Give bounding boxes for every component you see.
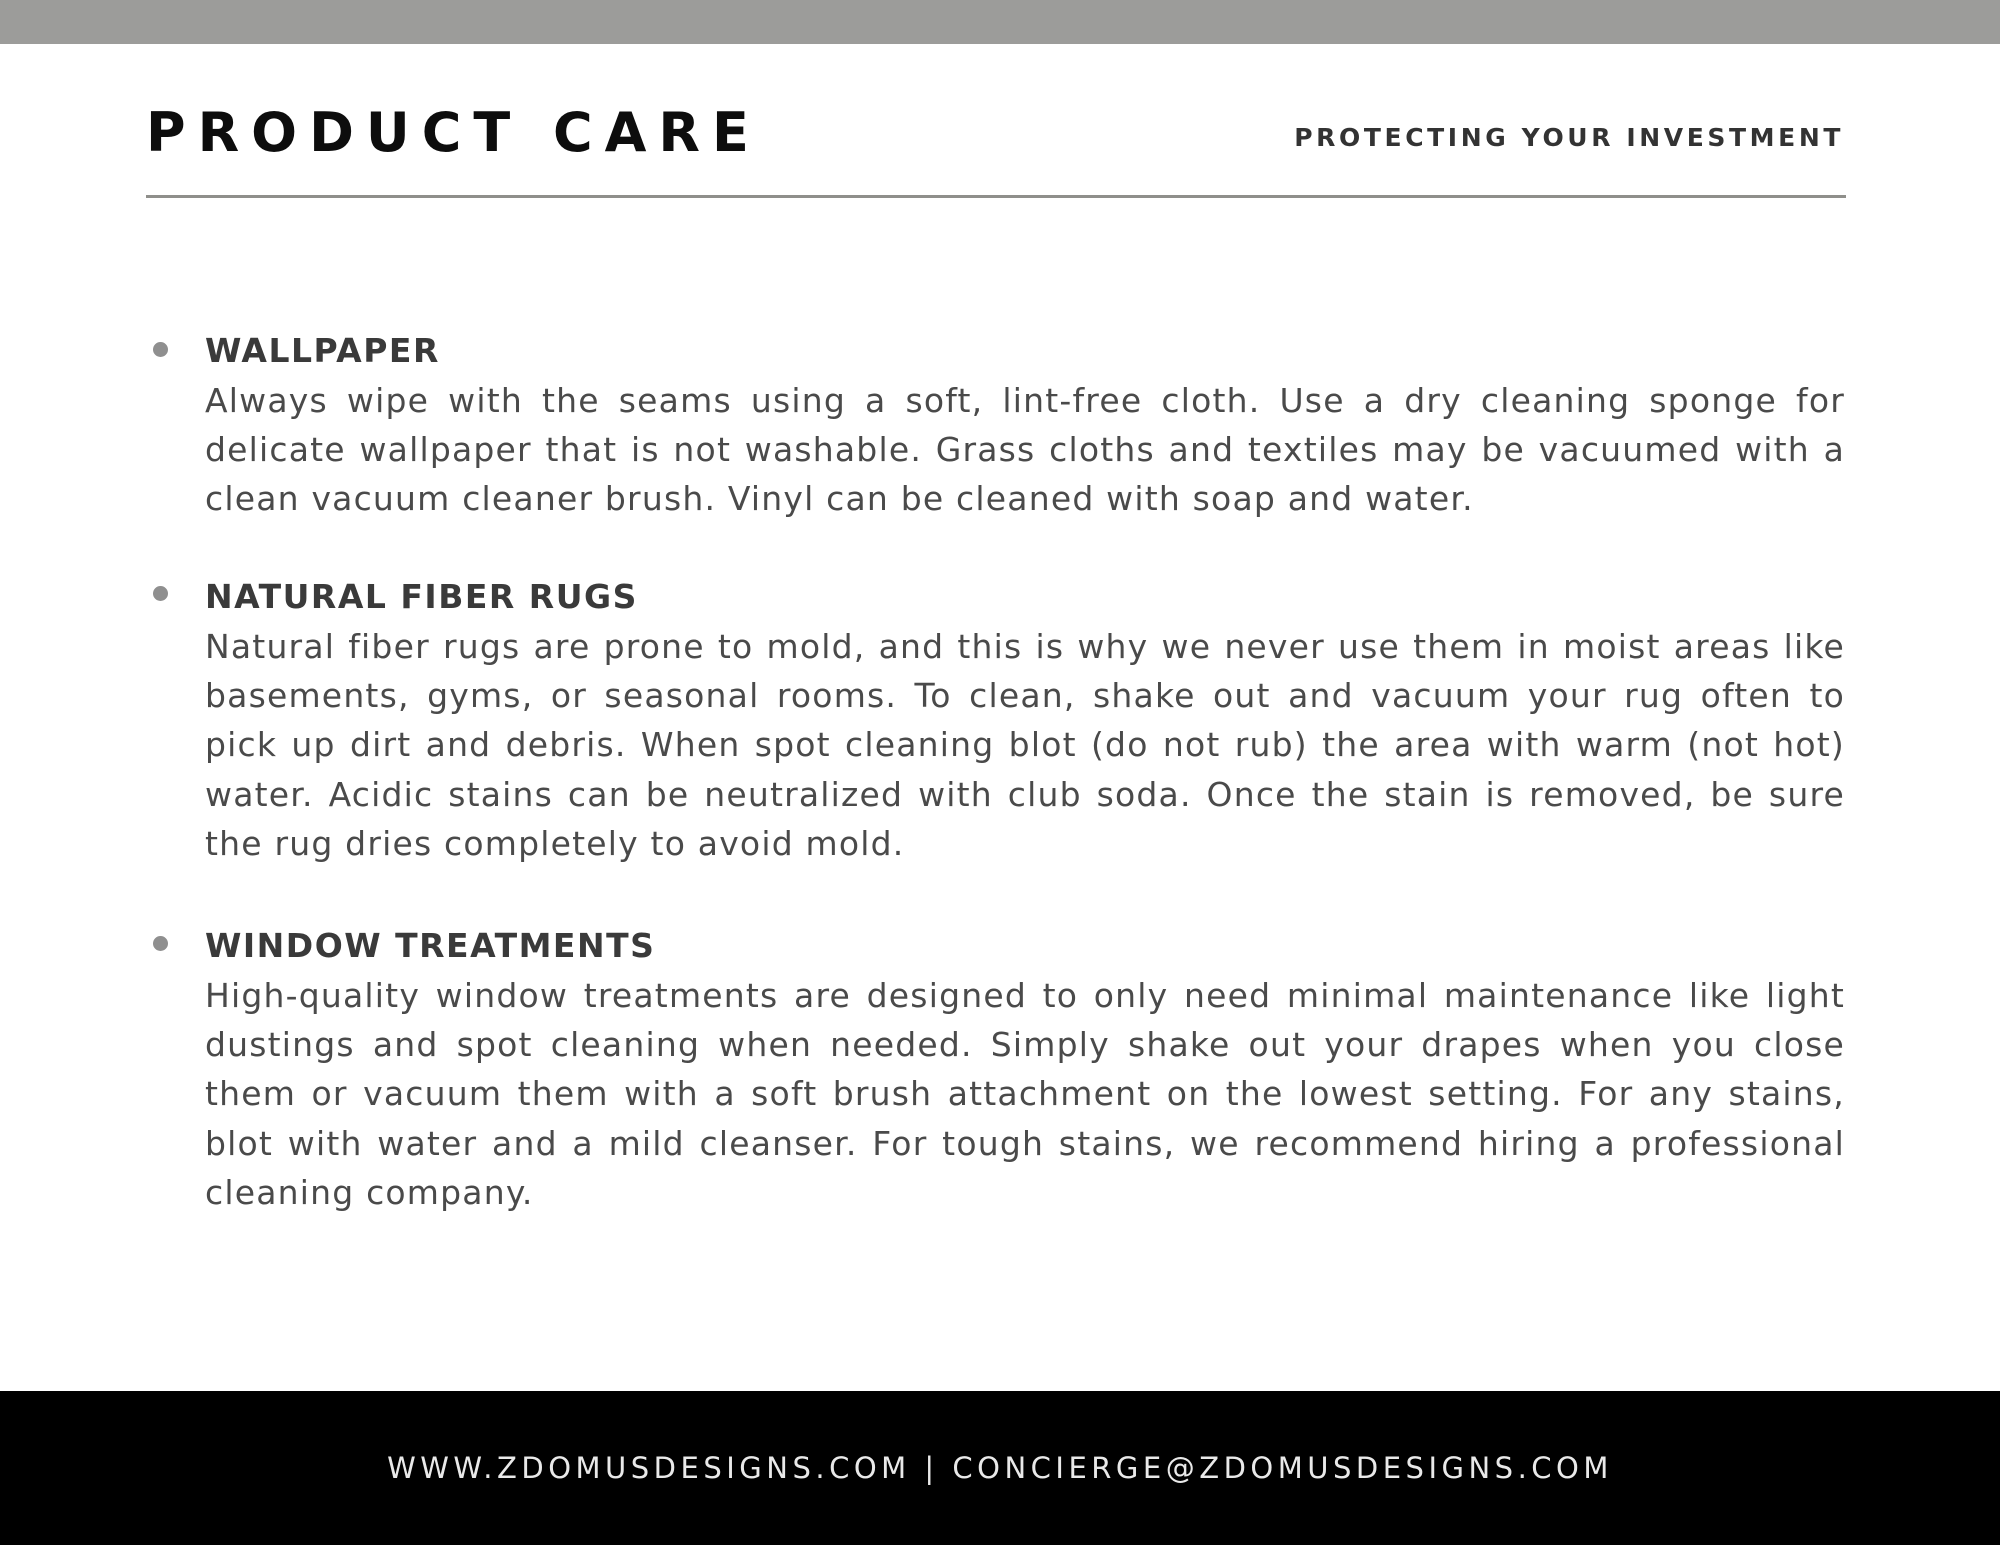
section-heading: WINDOW TREATMENTS [205,926,656,965]
header-divider [146,195,1846,198]
page-subtitle: PROTECTING YOUR INVESTMENT [1294,123,1844,152]
section-body: Always wipe with the seams using a soft, lint-free cloth. Use a dry cleaning sponge for delicate wallpaper that is not washable. Grass cloths and textiles may be vacuumed with a clean vacuum cleaner brush. Vinyl can be cleaned with soap and water. [205,381,1845,519]
page-title: PRODUCT CARE [146,101,761,164]
section-body: High-quality window treatments are designed to only need minimal maintenance like light dustings and spot cleaning when needed. Simply shake out your drapes when you close them or vacuum them with a soft brush attachment on the lowest setting. For any stains, blot with water and a mild cleanser. For tough stains, we recommend hiring a professional cleaning company. [205,976,1845,1212]
section-body: Natural fiber rugs are prone to mold, and this is why we never use them in moist areas like basements, gyms, or seasonal rooms. To clean, shake out and vacuum your rug often to pick up dirt and debris. When spot cleaning blot (do not rub) the area with warm (not hot) water. Acidic stains can be neutralized with club soda. Once the stain is removed, be sure the rug dries completely to avoid mold. [205,627,1845,863]
section-wallpaper [205,326,1845,524]
top-bar [0,0,2000,44]
footer-contact: WWW.ZDOMUSDESIGNS.COM | CONCIERGE@ZDOMUSDESIGNS.COM [387,1451,1613,1485]
section-natural-fiber-rugs [205,572,1845,868]
section-window-treatments [205,921,1845,1217]
section-heading: NATURAL FIBER RUGS [205,577,638,616]
bullet-icon [153,586,168,601]
bullet-icon [153,342,168,357]
bullet-icon [153,936,168,951]
section-heading: WALLPAPER [205,331,440,370]
